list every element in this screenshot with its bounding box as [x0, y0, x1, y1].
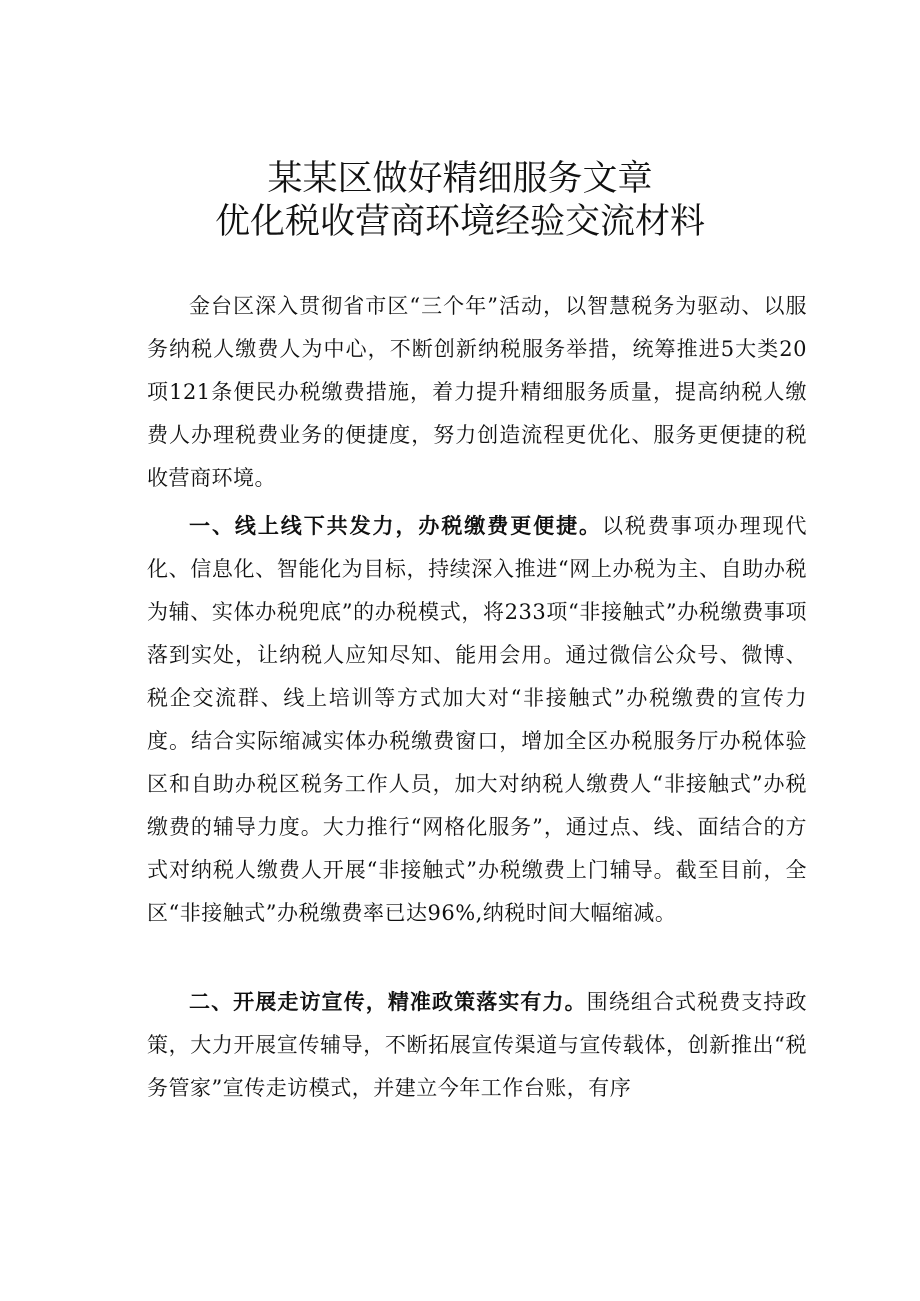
section-1-heading: 一、线上线下共发力，办税缴费更便捷。: [189, 514, 602, 538]
section-2-body: 围绕组合式税费支持政策，大力开展宣传辅导，不断拓展宣传渠道与宣传载体，创新推出“税务管家”宣传走访模式，并建立今年工作台账，有序: [147, 990, 808, 1100]
document-title-line-1: 某某区做好精细服务文章: [267, 159, 653, 199]
paragraph-section-2: [147, 981, 807, 1110]
paragraph-intro: [147, 285, 807, 500]
paragraph-section-1: [147, 505, 807, 935]
paragraph-intro-body: 金台区深入贯彻省市区“三个年”活动，以智慧税务为驱动、以服务纳税人缴费人为中心，不断创新纳税服务举措，统筹推进5大类20项121条便民办税缴费措施，着力提升精细服务质量，提高纳税人缴费人办理税费业务的便捷度，努力创造流程更优化、服务更便捷的税收营商环境。: [147, 294, 807, 490]
section-1-body: 以税费事项办理现代化、信息化、智能化为目标，持续深入推进“网上办税为主、自助办税为辅、实体办税兜底”的办税模式，将233项“非接触式”办税缴费事项落到实处，让纳税人应知尽知、能用会用。通过微信公众号、微博、税企交流群、线上培训等方式加大对“非接触式”办税缴费的宣传力度。结合实际缩减实体办税缴费窗口，增加全区办税服务厅办税体验区和自助办税区税务工作人员，加大对纳税人缴费人“非接触式”办税缴费的辅导力度。大力推行“网格化服务”，通过点、线、面结合的方式对纳税人缴费人开展“非接触式”办税缴费上门辅导。截至目前，全区“非接触式”办税缴费率已达96%,纳税时间大幅缩减。: [147, 514, 808, 925]
document-title-line-2: 优化税收营商环境经验交流材料: [214, 202, 705, 242]
section-2-heading: 二、开展走访宣传，精准政策落实有力。: [189, 990, 587, 1014]
